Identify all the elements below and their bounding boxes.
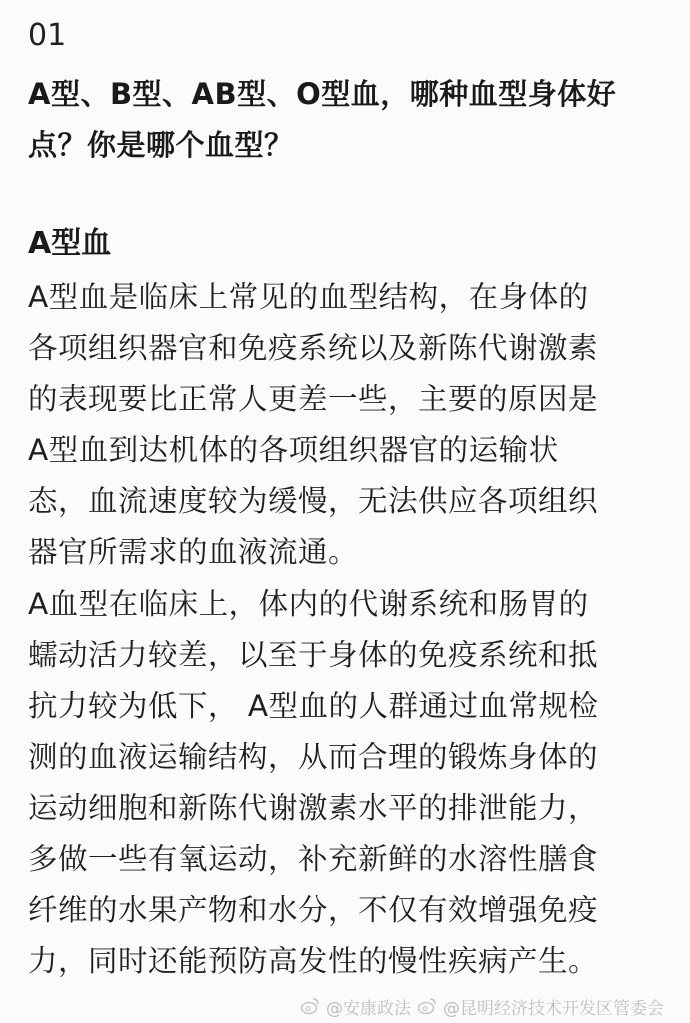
section-number: 01 [28, 18, 67, 53]
paragraph-line: 蠕动活力较差，以至于身体的免疫系统和抵 [28, 638, 599, 672]
paragraph-2 [28, 579, 678, 987]
paragraph-line: A血型在临床上，体内的代谢系统和肠胃的 [28, 587, 589, 621]
paragraph-line: 力，同时还能预防高发性的慢性疾病产生。 [28, 944, 599, 978]
paragraph-line: 器官所需求的血液流通。 [28, 535, 359, 569]
watermark-account: @安康政法 [326, 998, 411, 1019]
paragraph-line: 测的血液运输结构，从而合理的锻炼身体的 [28, 740, 599, 774]
paragraph-line: 多做一些有氧运动，补充新鲜的水溶性膳食 [28, 842, 599, 876]
paragraph-line: 的表现要比正常人更差一些，主要的原因是 [28, 382, 599, 416]
paragraph-line: 态，血流速度较为缓慢，无法供应各项组织 [28, 484, 599, 518]
title-line: 点？你是哪个血型？ [28, 128, 294, 162]
section-heading: A型血 [28, 226, 112, 261]
weibo-watermark [300, 992, 664, 1020]
weibo-logo-icon [300, 996, 320, 1016]
article-title [28, 70, 673, 172]
paragraph-line: 运动细胞和新陈代谢激素水平的排泄能力， [28, 791, 599, 825]
paragraph-line: 各项组织器官和免疫系统以及新陈代谢激素 [28, 331, 599, 365]
weibo-logo-icon [417, 996, 437, 1016]
title-line: A型、B型、AB型、O型血，哪种血型身体好 [28, 77, 617, 111]
paragraph-line: 纤维的水果产物和水分，不仅有效增强免疫 [28, 893, 599, 927]
paragraph-1 [28, 272, 678, 578]
paragraph-line: A型血到达机体的各项组织器官的运输状 [28, 433, 559, 467]
watermark-account: @昆明经济技术开发区管委会 [443, 998, 664, 1019]
paragraph-line: 抗力较为低下， A型血的人群通过血常规检 [28, 689, 599, 723]
paragraph-line: A型血是临床上常见的血型结构，在身体的 [28, 280, 589, 314]
